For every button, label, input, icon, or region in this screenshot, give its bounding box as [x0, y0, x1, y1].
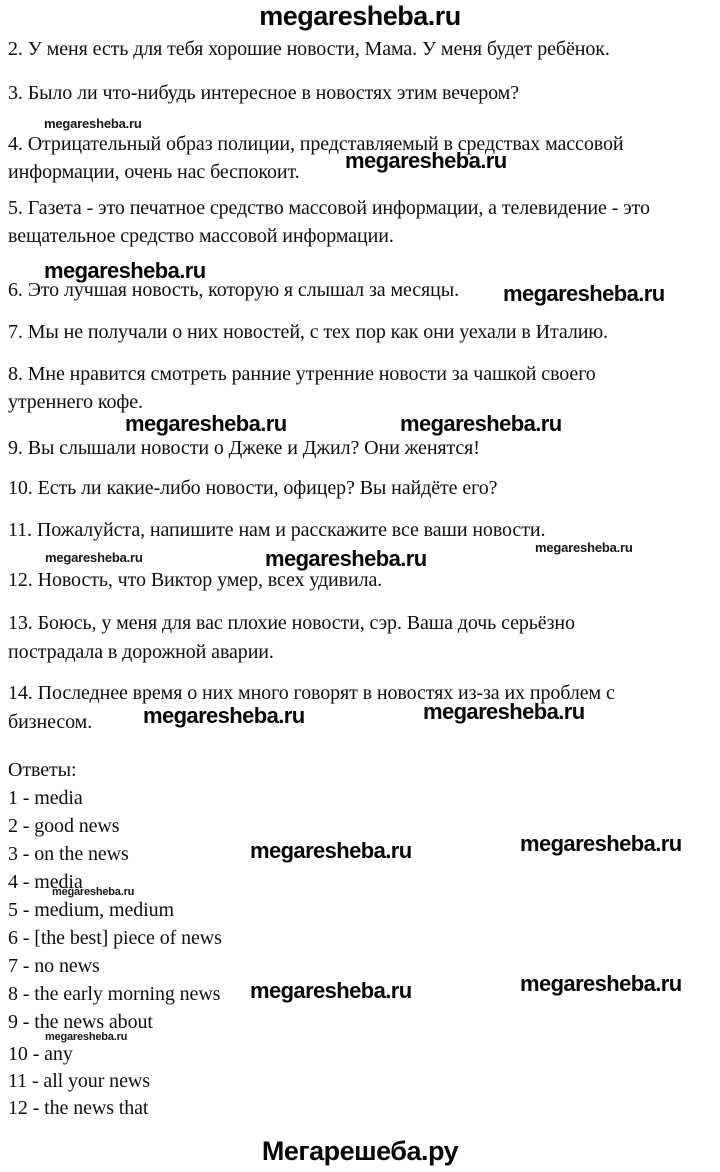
answer-item-5: 5 - medium, medium: [8, 899, 174, 921]
watermark-bold-12: megaresheba.ru: [520, 971, 682, 996]
sentence-4-line-2: информации, очень нас беспокоит.: [8, 161, 300, 183]
page-footer-logo: Мегарешеба.ру: [261, 1136, 459, 1166]
sentence-9-line-1: 9. Вы слышали новости о Джеке и Джил? Они женятся!: [8, 437, 480, 459]
watermark-small-2: megaresheba.ru: [45, 550, 143, 565]
sentence-4-line-1: 4. Отрицательный образ полиции, представляемый в средствах массовой: [8, 133, 624, 155]
watermark-bold-3: megaresheba.ru: [503, 281, 665, 306]
sentence-12-line-1: 12. Новость, что Виктор умер, всех удивила.: [8, 569, 383, 591]
answer-item-7: 7 - no news: [8, 955, 100, 977]
sentence-14-line-2: бизнесом.: [8, 711, 93, 733]
watermark-bold-6: megaresheba.ru: [265, 546, 427, 571]
sentence-10-line-1: 10. Есть ли какие-либо новости, офицер? Вы найдёте его?: [8, 477, 498, 499]
sentence-5-line-2: вещательное средство массовой информации.: [8, 225, 394, 247]
sentence-8-line-1: 8. Мне нравится смотреть ранние утренние новости за чашкой своего: [8, 363, 596, 385]
sentence-5-line-1: 5. Газета - это печатное средство массовой информации, а телевидение - это: [8, 197, 650, 219]
answer-item-1: 1 - media: [8, 787, 83, 809]
watermark-bold-8: megaresheba.ru: [423, 699, 585, 724]
answer-item-3: 3 - on the news: [8, 843, 129, 865]
watermark-bold-9: megaresheba.ru: [250, 838, 412, 863]
answer-item-2: 2 - good news: [8, 815, 120, 837]
watermark-bold-2: megaresheba.ru: [44, 258, 206, 283]
watermark-bold-1: megaresheba.ru: [345, 148, 507, 173]
sentence-7-line-1: 7. Мы не получали о них новостей, с тех пор как они уехали в Италию.: [8, 321, 609, 343]
answer-item-6: 6 - [the best] piece of news: [8, 927, 222, 949]
answer-item-12: 12 - the news that: [8, 1097, 149, 1119]
watermark-small-1: megaresheba.ru: [44, 116, 142, 131]
sentence-6-line-1: 6. Это лучшая новость, которую я слышал за месяцы.: [8, 279, 459, 301]
watermark-small-4: megaresheba.ru: [52, 886, 135, 898]
sentence-13-line-2: пострадала в дорожной аварии.: [8, 641, 274, 663]
answer-item-9: 9 - the news about: [8, 1011, 153, 1033]
sentence-3-line-1: 3. Было ли что-нибудь интересное в новостях этим вечером?: [8, 82, 520, 104]
watermark-small-5: megaresheba.ru: [45, 1031, 128, 1043]
page-header-watermark: megaresheba.ru: [259, 1, 461, 31]
sentence-13-line-1: 13. Боюсь, у меня для вас плохие новости, сэр. Ваша дочь серьёзно: [8, 612, 575, 634]
answer-item-11: 11 - all your news: [8, 1070, 150, 1092]
watermark-bold-7: megaresheba.ru: [143, 703, 305, 728]
watermark-bold-5: megaresheba.ru: [400, 411, 562, 436]
answer-item-8: 8 - the early morning news: [8, 983, 221, 1005]
watermark-bold-10: megaresheba.ru: [520, 831, 682, 856]
watermark-bold-4: megaresheba.ru: [125, 411, 287, 436]
answer-item-10: 10 - any: [8, 1043, 73, 1065]
sentence-8-line-2: утреннего кофе.: [8, 391, 143, 413]
sentence-11-line-1: 11. Пожалуйста, напишите нам и расскажите все ваши новости.: [8, 519, 546, 541]
sentence-14-line-1: 14. Последнее время о них много говорят в новостях из-за их проблем с: [8, 682, 615, 704]
answers-heading: Ответы:: [8, 759, 77, 781]
watermark-small-3: megaresheba.ru: [535, 540, 633, 555]
watermark-bold-11: megaresheba.ru: [250, 978, 412, 1003]
sentence-2-line-1: 2. У меня есть для тебя хорошие новости, Мама. У меня будет ребёнок.: [8, 38, 610, 60]
answer-item-4: 4 - media: [8, 871, 83, 893]
